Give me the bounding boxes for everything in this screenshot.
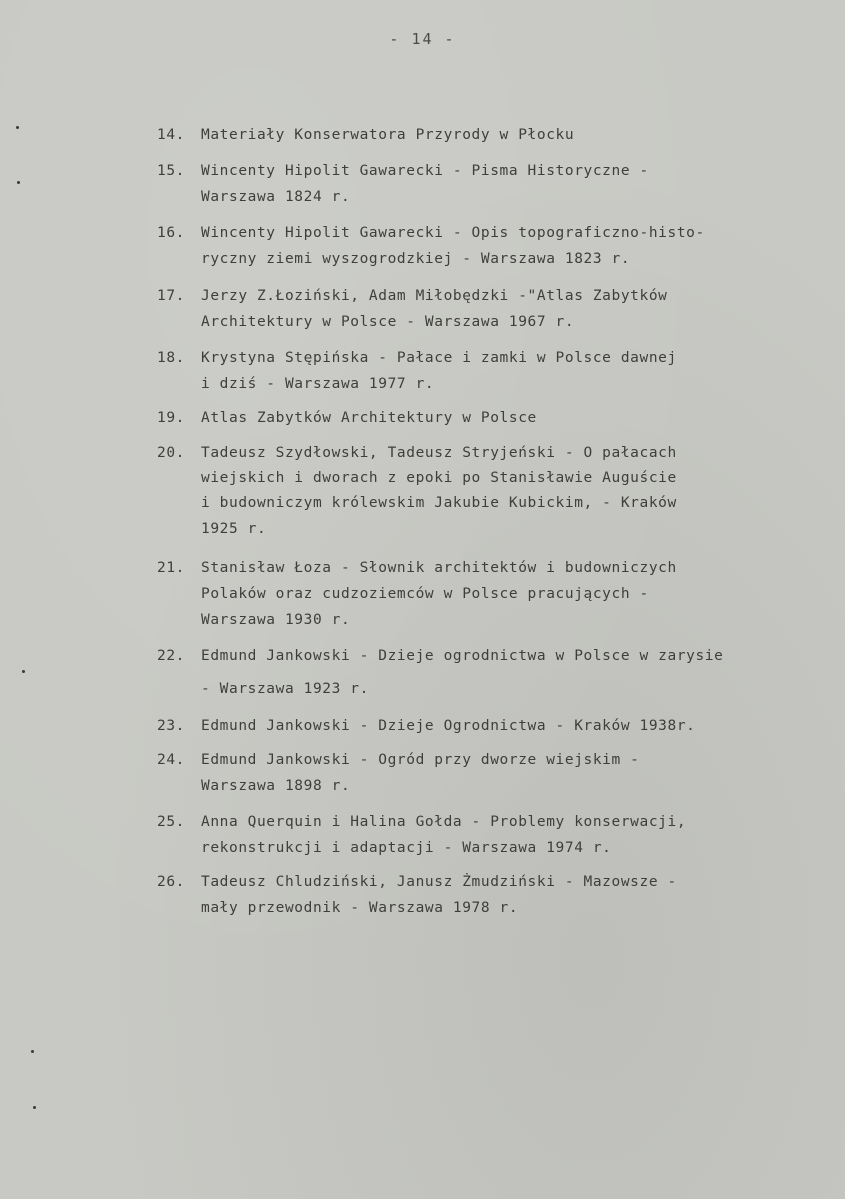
entry-number: 16. [157,225,185,241]
entry-text-line: - Warszawa 1923 r. [201,681,369,697]
entry-text-line: Warszawa 1930 r. [201,612,351,628]
entry-text-line: Warszawa 1824 r. [201,189,351,205]
entry-text-line: Polaków oraz cudzoziemców w Polsce pracujących - [201,586,649,602]
entry-text-line: Krystyna Stępińska - Pałace i zamki w Polsce dawnej [201,350,677,366]
entry-number: 14. [157,127,185,143]
entry-number: 21. [157,560,185,576]
entry-text-line: Tadeusz Szydłowski, Tadeusz Stryjeński - O pałacach [201,445,677,461]
entry-number: 15. [157,163,185,179]
entry-number: 22. [157,648,185,664]
entry-text-line: Atlas Zabytków Architektury w Polsce [201,410,537,426]
margin-mark [22,670,25,673]
entry-text-line: Stanisław Łoza - Słownik architektów i budowniczych [201,560,677,576]
entry-number: 25. [157,814,185,830]
entry-text-line: Materiały Konserwatora Przyrody w Płocku [201,127,575,143]
entry-text-line: mały przewodnik - Warszawa 1978 r. [201,900,519,916]
entry-text-line: Edmund Jankowski - Dzieje Ogrodnictwa - Kraków 1938r. [201,718,696,734]
margin-mark [31,1050,34,1053]
entry-text-line: Wincenty Hipolit Gawarecki - Pisma Historyczne - [201,163,649,179]
entry-text-line: Wincenty Hipolit Gawarecki - Opis topograficzno-histo- [201,225,705,241]
margin-mark [33,1106,36,1109]
entry-text-line: Tadeusz Chludziński, Janusz Żmudziński - Mazowsze - [201,874,677,890]
entry-text-line: i dziś - Warszawa 1977 r. [201,376,435,392]
entry-text-line: ryczny ziemi wyszogrodzkiej - Warszawa 1823 r. [201,251,631,267]
entry-number: 24. [157,752,185,768]
entry-number: 17. [157,288,185,304]
entry-number: 20. [157,445,185,461]
entry-number: 26. [157,874,185,890]
entry-text-line: 1925 r. [201,521,267,537]
entry-text-line: wiejskich i dworach z epoki po Stanisławie Auguście [201,470,677,486]
entry-text-line: rekonstrukcji i adaptacji - Warszawa 1974 r. [201,840,612,856]
entry-number: 19. [157,410,185,426]
entry-text-line: Anna Querquin i Halina Gołda - Problemy konserwacji, [201,814,687,830]
entry-number: 23. [157,718,185,734]
entry-text-line: Edmund Jankowski - Ogród przy dworze wiejskim - [201,752,640,768]
margin-mark [17,181,20,184]
entry-text-line: i budowniczym królewskim Jakubie Kubickim, - Kraków [201,495,677,511]
entry-text-line: Jerzy Z.Łoziński, Adam Miłobędzki -"Atlas Zabytków [201,288,668,304]
entry-number: 18. [157,350,185,366]
entry-text-line: Architektury w Polsce - Warszawa 1967 r. [201,314,575,330]
margin-mark [16,126,19,129]
entry-text-line: Edmund Jankowski - Dzieje ogrodnictwa w Polsce w zarysie [201,648,724,664]
page-number: - 14 - [389,30,456,48]
entry-text-line: Warszawa 1898 r. [201,778,351,794]
